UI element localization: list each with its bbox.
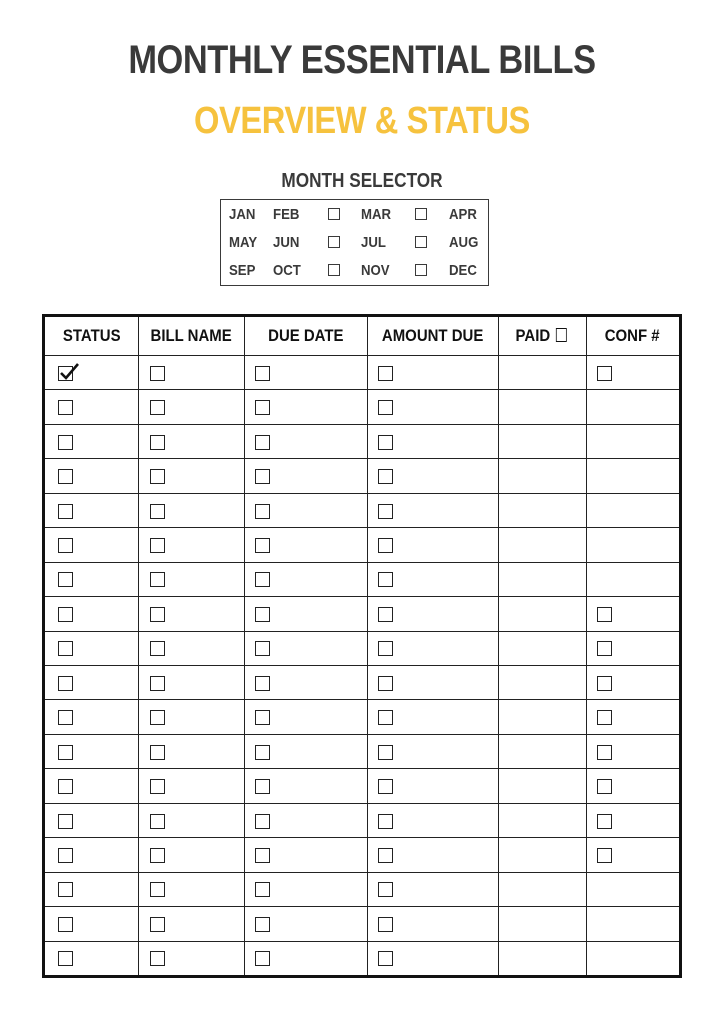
month-selector-row [221, 261, 488, 281]
row-divider [45, 631, 679, 632]
status-checkbox[interactable] [58, 435, 73, 450]
month-option-jul[interactable]: JUL [361, 234, 386, 251]
paid-header-checkbox[interactable] [557, 328, 568, 342]
amount-due-checkbox[interactable] [378, 504, 393, 519]
status-checkbox[interactable] [58, 882, 73, 897]
column-header-label: STATUS [62, 326, 121, 345]
bill-name-checkbox[interactable] [150, 641, 165, 656]
bill-name-checkbox[interactable] [150, 882, 165, 897]
amount-due-checkbox[interactable] [378, 607, 393, 622]
status-checkbox[interactable] [58, 607, 73, 622]
column-header-amount-due [367, 317, 498, 355]
due-date-checkbox[interactable] [255, 745, 270, 760]
bill-name-checkbox[interactable] [150, 779, 165, 794]
due-date-checkbox[interactable] [255, 572, 270, 587]
bill-name-checkbox[interactable] [150, 400, 165, 415]
conf-checkbox[interactable] [597, 814, 612, 829]
row-divider [45, 906, 679, 907]
amount-due-checkbox[interactable] [378, 745, 393, 760]
month-checkbox[interactable] [415, 236, 427, 248]
amount-due-checkbox[interactable] [378, 435, 393, 450]
column-divider [367, 317, 368, 975]
month-checkbox[interactable] [328, 208, 340, 220]
status-checkbox[interactable] [58, 641, 73, 656]
amount-due-checkbox[interactable] [378, 917, 393, 932]
column-divider [138, 317, 139, 975]
column-header-label: BILL NAME [150, 326, 232, 345]
status-checkbox[interactable] [58, 469, 73, 484]
column-divider [498, 317, 499, 975]
bill-name-checkbox[interactable] [150, 572, 165, 587]
due-date-checkbox[interactable] [255, 641, 270, 656]
bill-name-checkbox[interactable] [150, 814, 165, 829]
month-option-jun[interactable]: JUN [273, 234, 300, 251]
due-date-checkbox[interactable] [255, 607, 270, 622]
month-checkbox[interactable] [415, 264, 427, 276]
bill-name-checkbox[interactable] [150, 848, 165, 863]
row-divider [45, 872, 679, 873]
conf-checkbox[interactable] [597, 779, 612, 794]
column-header-conf [586, 317, 679, 355]
bill-name-checkbox[interactable] [150, 745, 165, 760]
column-header-label: AMOUNT DUE [381, 326, 484, 345]
due-date-checkbox[interactable] [255, 366, 270, 381]
row-divider [45, 734, 679, 735]
row-divider [45, 941, 679, 942]
due-date-checkbox[interactable] [255, 469, 270, 484]
status-checkbox[interactable] [58, 572, 73, 587]
column-header-status [45, 317, 138, 355]
bills-table [42, 314, 682, 978]
status-checkbox[interactable] [58, 848, 73, 863]
column-divider [586, 317, 587, 975]
due-date-checkbox[interactable] [255, 779, 270, 794]
bill-name-checkbox[interactable] [150, 366, 165, 381]
month-selector-row [221, 233, 488, 253]
bill-name-checkbox[interactable] [150, 917, 165, 932]
due-date-checkbox[interactable] [255, 917, 270, 932]
checkmark-icon [58, 362, 80, 382]
due-date-checkbox[interactable] [255, 400, 270, 415]
bill-name-checkbox[interactable] [150, 435, 165, 450]
due-date-checkbox[interactable] [255, 710, 270, 725]
bill-name-checkbox[interactable] [150, 607, 165, 622]
amount-due-checkbox[interactable] [378, 882, 393, 897]
status-checkbox[interactable] [58, 676, 73, 691]
page-title: MONTHLY ESSENTIAL BILLS [128, 38, 596, 82]
column-header-bill-name [138, 317, 244, 355]
due-date-checkbox[interactable] [255, 814, 270, 829]
bill-name-checkbox[interactable] [150, 504, 165, 519]
conf-checkbox[interactable] [597, 676, 612, 691]
bill-name-checkbox[interactable] [150, 676, 165, 691]
column-header-label: CONF # [605, 326, 660, 345]
row-divider [45, 665, 679, 666]
status-checkbox[interactable] [58, 504, 73, 519]
row-divider [45, 562, 679, 563]
month-option-aug[interactable]: AUG [449, 234, 479, 251]
month-option-apr[interactable]: APR [449, 206, 477, 223]
due-date-checkbox[interactable] [255, 435, 270, 450]
month-option-dec[interactable]: DEC [449, 262, 477, 279]
column-header-label: PAID [516, 317, 568, 355]
amount-due-checkbox[interactable] [378, 538, 393, 553]
column-divider [244, 317, 245, 975]
due-date-checkbox[interactable] [255, 676, 270, 691]
bill-name-checkbox[interactable] [150, 538, 165, 553]
month-selector-row [221, 205, 488, 225]
row-divider [45, 768, 679, 769]
status-checkbox[interactable] [58, 917, 73, 932]
column-header-label: DUE DATE [267, 326, 344, 345]
month-checkbox[interactable] [415, 208, 427, 220]
month-option-sep[interactable]: SEP [229, 262, 256, 279]
bill-name-checkbox[interactable] [150, 469, 165, 484]
conf-checkbox[interactable] [597, 641, 612, 656]
bill-name-checkbox[interactable] [150, 710, 165, 725]
amount-due-checkbox[interactable] [378, 469, 393, 484]
due-date-checkbox[interactable] [255, 848, 270, 863]
amount-due-checkbox[interactable] [378, 676, 393, 691]
row-divider [45, 803, 679, 804]
status-checkbox[interactable] [58, 779, 73, 794]
amount-due-checkbox[interactable] [378, 779, 393, 794]
status-checkbox[interactable] [58, 538, 73, 553]
amount-due-checkbox[interactable] [378, 400, 393, 415]
row-divider [45, 493, 679, 494]
month-checkbox[interactable] [328, 236, 340, 248]
status-checkbox[interactable] [58, 745, 73, 760]
status-checkbox[interactable] [58, 366, 73, 381]
due-date-checkbox[interactable] [255, 882, 270, 897]
row-divider [45, 699, 679, 700]
status-checkbox[interactable] [58, 400, 73, 415]
amount-due-checkbox[interactable] [378, 951, 393, 966]
amount-due-checkbox[interactable] [378, 572, 393, 587]
row-divider [45, 458, 679, 459]
column-header-paid [498, 317, 586, 355]
amount-due-checkbox[interactable] [378, 848, 393, 863]
amount-due-checkbox[interactable] [378, 710, 393, 725]
bill-name-checkbox[interactable] [150, 951, 165, 966]
row-divider [45, 837, 679, 838]
conf-checkbox[interactable] [597, 607, 612, 622]
due-date-checkbox[interactable] [255, 951, 270, 966]
month-selector [220, 199, 489, 286]
row-divider [45, 389, 679, 390]
status-checkbox[interactable] [58, 951, 73, 966]
month-option-feb[interactable]: FEB [273, 206, 300, 223]
conf-checkbox[interactable] [597, 710, 612, 725]
conf-checkbox[interactable] [597, 745, 612, 760]
conf-checkbox[interactable] [597, 848, 612, 863]
month-option-may[interactable]: MAY [229, 234, 258, 251]
due-date-checkbox[interactable] [255, 538, 270, 553]
amount-due-checkbox[interactable] [378, 366, 393, 381]
row-divider [45, 527, 679, 528]
conf-checkbox[interactable] [597, 366, 612, 381]
row-divider [45, 424, 679, 425]
due-date-checkbox[interactable] [255, 504, 270, 519]
month-option-nov[interactable]: NOV [361, 262, 390, 279]
row-divider [45, 596, 679, 597]
status-checkbox[interactable] [58, 710, 73, 725]
column-header-due-date [244, 317, 367, 355]
month-option-oct[interactable]: OCT [273, 262, 301, 279]
row-divider [45, 355, 679, 356]
month-checkbox[interactable] [328, 264, 340, 276]
amount-due-checkbox[interactable] [378, 641, 393, 656]
month-option-mar[interactable]: MAR [361, 206, 392, 223]
status-checkbox[interactable] [58, 814, 73, 829]
month-option-jan[interactable]: JAN [229, 206, 256, 223]
page-subtitle: OVERVIEW & STATUS [194, 100, 530, 142]
amount-due-checkbox[interactable] [378, 814, 393, 829]
month-selector-label: MONTH SELECTOR [281, 170, 443, 192]
